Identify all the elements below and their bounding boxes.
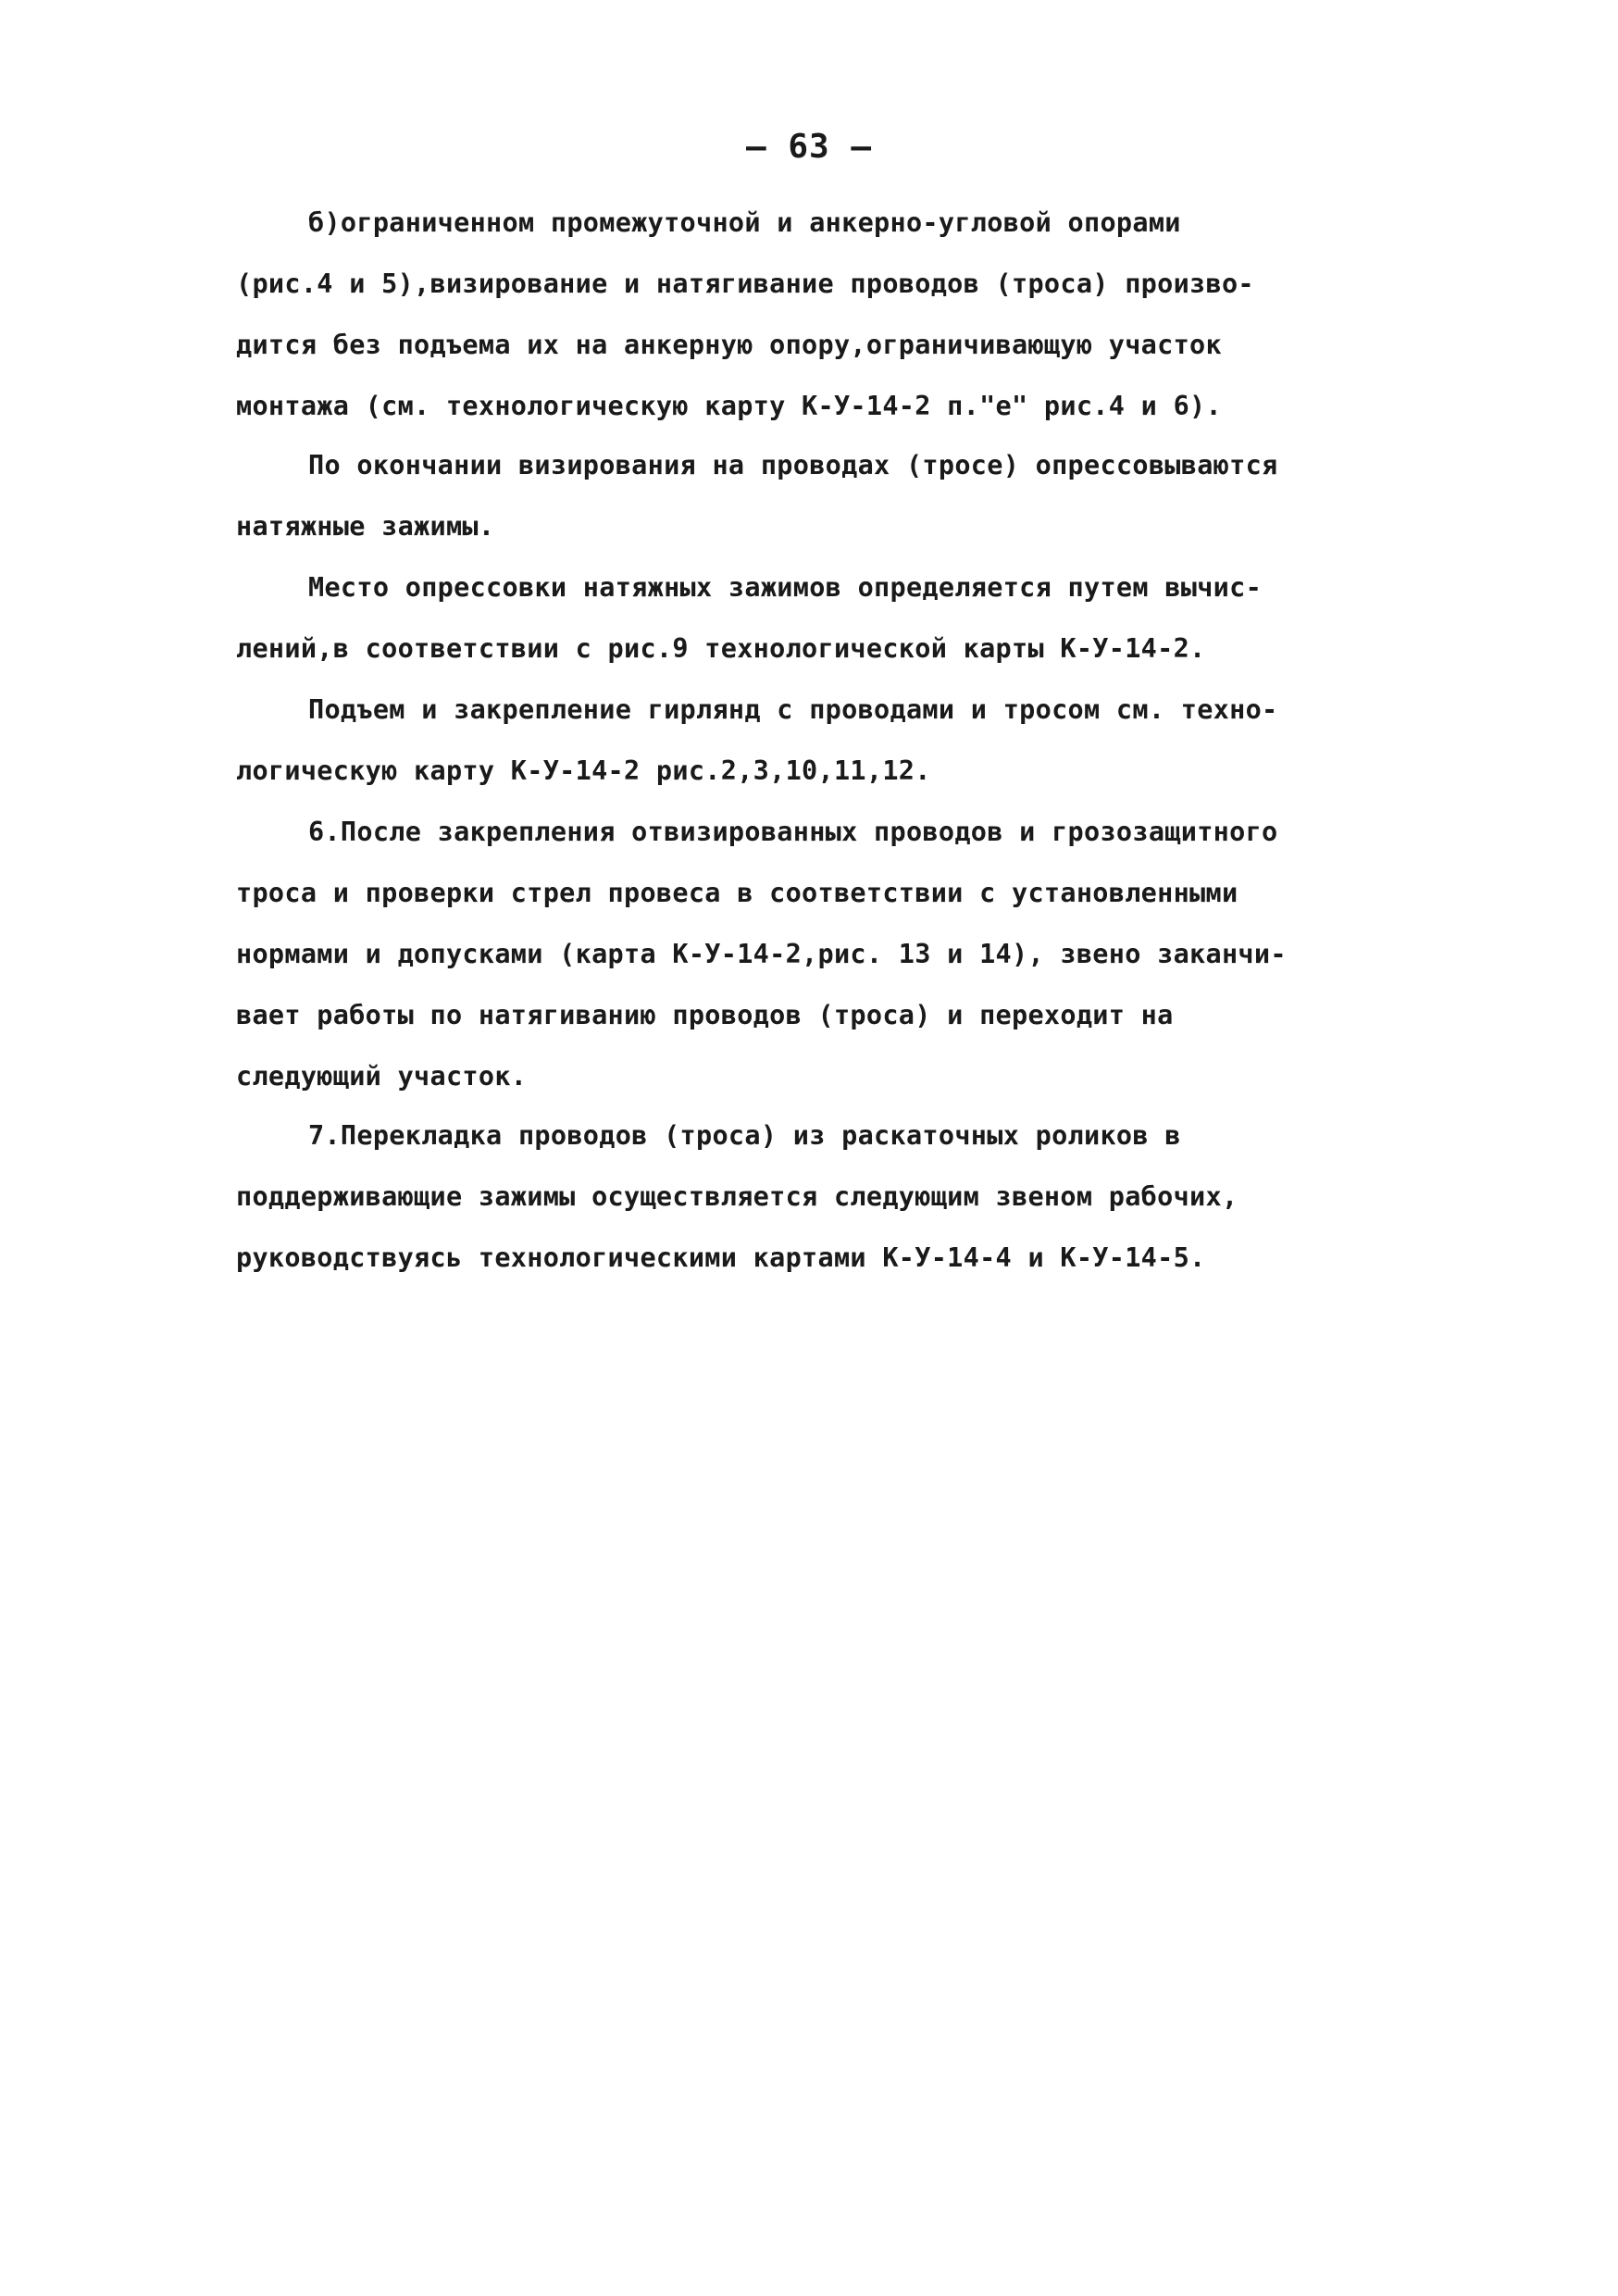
- text-line: лений,в соответствии с рис.9 технологической карты К-У-14-2.: [236, 633, 1206, 664]
- text-line: следующий участок.: [236, 1061, 528, 1092]
- text-line: 7.Перекладка проводов (троса) из раскаточных роликов в: [308, 1120, 1181, 1151]
- text-line: вает работы по натягиванию проводов (троса) и переходит на: [236, 1000, 1174, 1030]
- text-line: монтажа (см. технологическую карту К-У-14-2 п."е" рис.4 и 6).: [236, 391, 1222, 421]
- text-line: б)ограниченном промежуточной и анкерно-угловой опорами: [308, 207, 1181, 238]
- text-line: Место опрессовки натяжных зажимов определяется путем вычис-: [308, 572, 1263, 603]
- page-number: – 63 –: [745, 128, 873, 166]
- text-line: троса и проверки стрел провеса в соответствии с установленными: [236, 878, 1238, 908]
- text-line: натяжные зажимы.: [236, 511, 495, 542]
- text-line: Подъем и закрепление гирлянд с проводами и тросом см. техно-: [308, 694, 1278, 725]
- text-line: руководствуясь технологическими картами К-У-14-4 и К-У-14-5.: [236, 1242, 1206, 1273]
- text-line: 6.После закрепления отвизированных проводов и грозозащитного: [308, 817, 1278, 847]
- text-line: По окончании визирования на проводах (тросе) опрессовываются: [308, 450, 1278, 480]
- text-line: логическую карту К-У-14-2 рис.2,3,10,11,12.: [236, 755, 931, 786]
- text-line: дится без подъема их на анкерную опору,ограничивающую участок: [236, 330, 1222, 360]
- text-line: поддерживающие зажимы осуществляется следующим звеном рабочих,: [236, 1181, 1238, 1212]
- text-line: нормами и допусками (карта К-У-14-2,рис. 13 и 14), звено заканчи-: [236, 939, 1287, 969]
- text-line: (рис.4 и 5),визирование и натягивание проводов (троса) произво-: [236, 268, 1254, 299]
